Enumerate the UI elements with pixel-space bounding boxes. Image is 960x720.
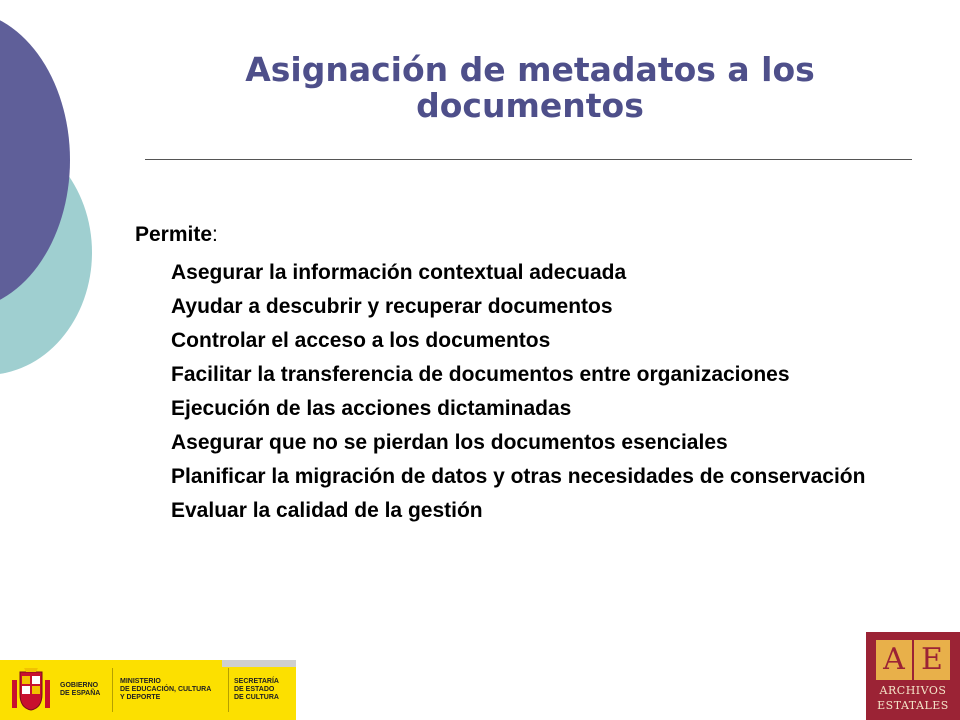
list-item: Evaluar la calidad de la gestión bbox=[171, 499, 483, 522]
list-item: Asegurar la información contextual adecuada bbox=[171, 261, 627, 284]
list-item: Facilitar la transferencia de documentos entre organizaciones bbox=[171, 363, 790, 386]
secretary-text: SECRETARÍA DE ESTADO DE CULTURA bbox=[234, 678, 279, 701]
government-footer bbox=[0, 660, 296, 720]
archivos-estatales-logo bbox=[866, 632, 960, 720]
logo-line2: ESTATALES bbox=[877, 699, 949, 712]
slide-body bbox=[135, 222, 925, 532]
ministry-text: MINISTERIO DE EDUCACIÓN, CULTURA Y DEPORTE bbox=[120, 678, 212, 701]
gov-text: GOBIERNO DE ESPAÑA bbox=[60, 682, 101, 697]
logo-letter-a: A bbox=[876, 640, 912, 680]
slide-title: Asignación de metadatos a los documentos bbox=[245, 50, 815, 125]
benefit-list bbox=[135, 260, 925, 523]
list-item: Ayudar a descubrir y recuperar documentos bbox=[171, 295, 613, 318]
intro-line bbox=[135, 222, 925, 248]
list-item: Asegurar que no se pierdan los documentos esenciales bbox=[171, 431, 728, 454]
logo-line1: ARCHIVOS bbox=[879, 684, 947, 697]
list-item: Planificar la migración de datos y otras necesidades de conservación bbox=[171, 465, 866, 488]
footer-grey-strip bbox=[222, 660, 296, 667]
intro-label: Permite bbox=[135, 223, 213, 246]
coat-of-arms-icon bbox=[10, 666, 52, 714]
list-item: Controlar el acceso a los documentos bbox=[171, 329, 551, 352]
title-divider bbox=[145, 159, 912, 160]
logo-letter-e: E bbox=[914, 640, 950, 680]
list-item: Ejecución de las acciones dictaminadas bbox=[171, 397, 572, 420]
intro-punct: : bbox=[212, 223, 218, 246]
